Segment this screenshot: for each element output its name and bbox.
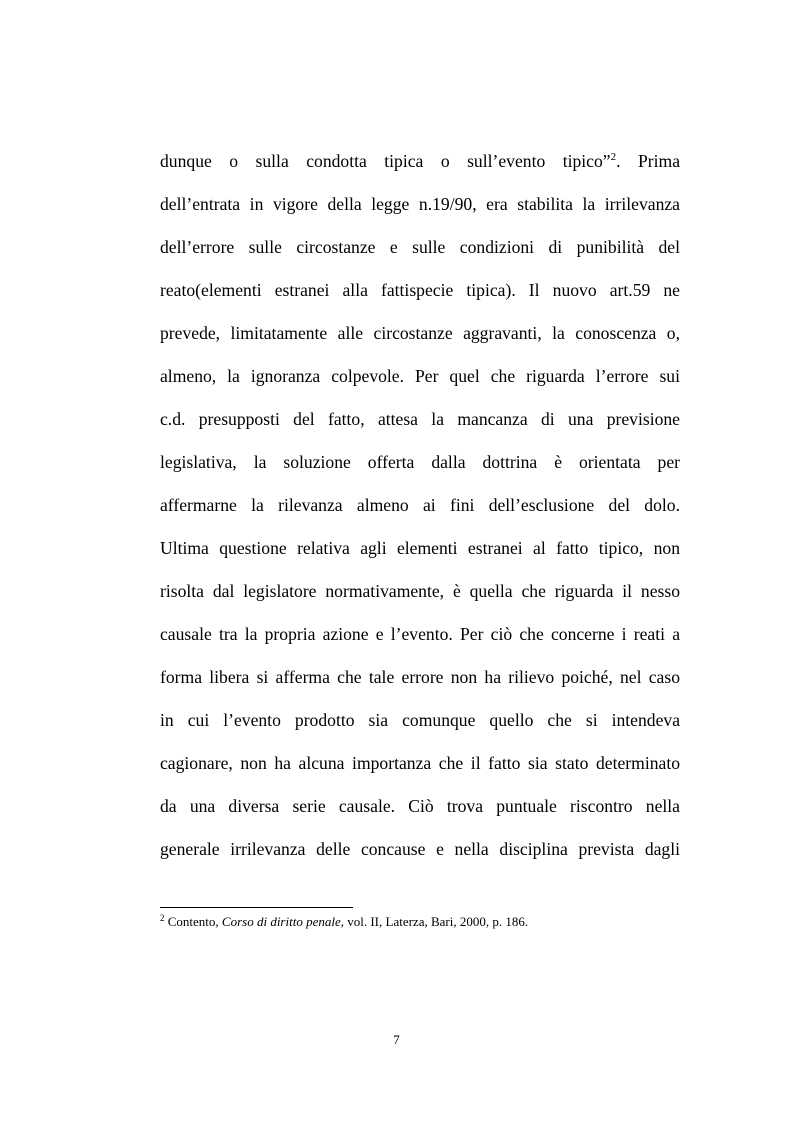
footnote bbox=[160, 914, 720, 930]
page-number: 7 bbox=[393, 1032, 400, 1047]
footnote-author: Contento, bbox=[164, 914, 222, 929]
text-line: da una diversa serie causale. Ciò trova puntuale riscontro nella bbox=[160, 796, 680, 816]
footnote-reference[interactable]: 2 bbox=[610, 151, 617, 163]
footnote-separator bbox=[160, 907, 353, 908]
text-line: forma libera si afferma che tale errore non ha rilievo poiché, nel caso bbox=[160, 667, 680, 687]
text-line: affermarne la rilevanza almeno ai fini dell’esclusione del dolo. bbox=[160, 495, 680, 515]
footnote-details: vol. II, Laterza, Bari, 2000, p. 186. bbox=[343, 914, 529, 929]
text-line: dell’entrata in vigore della legge n.19/90, era stabilita la irrilevanza bbox=[160, 194, 680, 214]
text-line: reato(elementi estranei alla fattispecie tipica). Il nuovo art.59 ne bbox=[160, 280, 680, 300]
text-line: almeno, la ignoranza colpevole. Per quel che riguarda l’errore sui bbox=[160, 366, 680, 386]
text-line: dell’errore sulle circostanze e sulle condizioni di punibilità del bbox=[160, 237, 680, 257]
text-line: causale tra la propria azione e l’evento. Per ciò che concerne i reati a bbox=[160, 624, 680, 644]
text-line: Ultima questione relativa agli elementi estranei al fatto tipico, non bbox=[160, 538, 680, 558]
body-text bbox=[160, 140, 680, 871]
footnote-number: 2 bbox=[160, 913, 165, 923]
footnote-title: Corso di diritto penale, bbox=[221, 914, 344, 929]
text-line: legislativa, la soluzione offerta dalla dottrina è orientata per bbox=[160, 452, 680, 472]
text-line: generale irrilevanza delle concause e nella disciplina prevista dagli bbox=[160, 839, 680, 859]
text-line: prevede, limitatamente alle circostanze aggravanti, la conoscenza o, bbox=[160, 323, 680, 343]
text-line: cagionare, non ha alcuna importanza che il fatto sia stato determinato bbox=[160, 753, 680, 773]
text-line: c.d. presupposti del fatto, attesa la mancanza di una previsione bbox=[160, 409, 680, 429]
text-line: in cui l’evento prodotto sia comunque quello che si intendeva bbox=[160, 710, 680, 730]
text-line: dunque o sulla condotta tipica o sull’evento tipico”$^2$. Prima bbox=[160, 151, 681, 171]
text-line: risolta dal legislatore normativamente, è quella che riguarda il nesso bbox=[160, 581, 680, 601]
